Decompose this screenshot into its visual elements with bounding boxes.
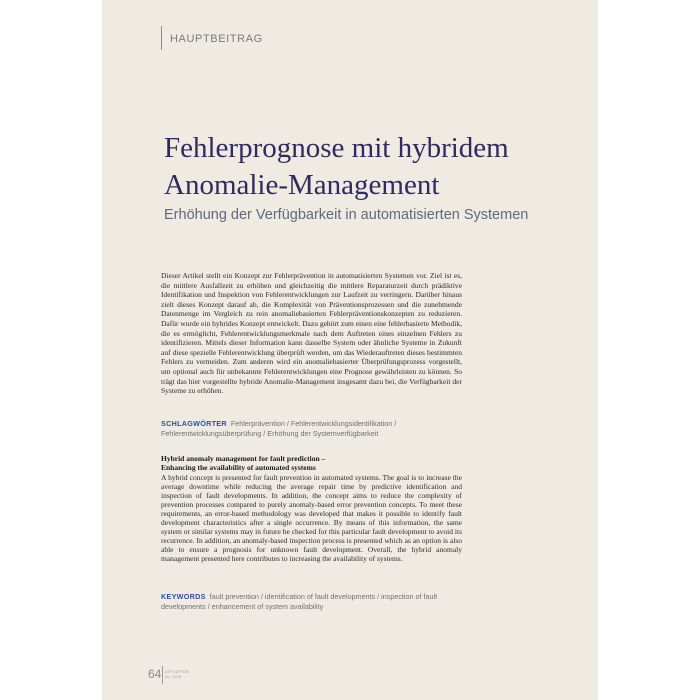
keywords-german [161, 419, 462, 439]
keywords-english [161, 592, 462, 612]
keywords-german-label: SCHLAGWÖRTER [161, 419, 227, 428]
keywords-english-text: fault prevention / identification of fault developments / inspection of fault developments / enhancement of system availability [161, 592, 438, 611]
journal-mark-line-1: ATP EDITION [165, 670, 189, 674]
abstract-english-title-line-1: Hybrid anomaly management for fault prediction – [161, 454, 326, 463]
abstract-english-text: A hybrid concept is presented for fault prevention in automated systems. The goal is to increase the average downtime while reducing the average repair time by predictive identification and inspection of fault developments. In addition, the concept aims to reduce the complexity of prevention processes compared to purely anomaly-based error prevention concepts. To meet these requirements, an error-based methodology was developed that makes it possible to identify fault development characteristics after a single occurrence. By means of this information, the same system or similar systems may in future be checked for this particular fault development to avoid its recurrence. In addition, an anomaly-based inspection process is presented which as an option is also able to ensure a prognosis for unknown fault development. Overall, the hybrid anomaly management presented here contributes to increasing the availability of systems. [161, 472, 462, 563]
abstract-english-title-line-2: Enhancing the availability of automated systems [161, 462, 316, 472]
section-divider [161, 26, 162, 50]
keywords-german-text: Fehlerprävention / Fehlerentwicklungsidentifikation / Fehlerentwicklungsüberprüfung / Erhöhung der Systemverfügbarkeit [161, 419, 397, 438]
article-title: Fehlerprognose mit hybridem Anomalie-Management [164, 132, 509, 201]
footer-divider [162, 666, 163, 684]
section-label: HAUPTBEITRAG [170, 33, 263, 45]
page-number: 64 [148, 667, 162, 681]
abstract-english-block [161, 455, 462, 563]
journal-mark-line-2: 10 / 2019 [165, 674, 182, 679]
journal-mark [165, 670, 189, 679]
article-subtitle: Erhöhung der Verfügbarkeit in automatisierten Systemen [164, 207, 529, 223]
abstract-german: Dieser Artikel stellt ein Konzept zur Fehlerprävention in automatisierten Systemen vor. Ziel ist es, die mittlere Ausfallzeit zu erhöhen und gleichzeitig die mittlere Reparaturzeit durch prädiktive Identifikation und Inspektion von Fehlerentwicklungen zur Laufzeit zu verringern. Darüber hinaus zielt dieses Konzept darauf ab, die Komplexität von Präventionsprozessen und die zunehmende Datenmenge im Vergleich zu rein anomaliebasierten Fehlerpräventionskonzepten zu reduzieren. Dafür wurde ein hybrides Konzept entwickelt. Dazu gehört zum einen eine fehlerbasierte Methodik, die es ermöglicht, Fehlerentwicklungsmerkmale nach dem Auftreten eines einzelnen Fehlers zu identifizieren. Mittels dieser Information kann dasselbe System oder ähnliche Systeme in Zukunft auf diese spezielle Fehlerentwicklung überprüft werden, um das Wiederauftreten dieses bestimmten Fehlers zu vermeiden. Zum anderen wird ein anomaliebasierter Überprüfungsprozess vorgestellt, um optional auch für unbekannte Fehlerentwicklungen eine Prognose gewährleisten zu können. So trägt das hier vorgestellte hybride Anomalie-Management insgesamt dazu bei, die Verfügbarkeit der Systeme zu erhöhen. [161, 271, 462, 396]
keywords-english-label: KEYWORDS [161, 592, 206, 601]
